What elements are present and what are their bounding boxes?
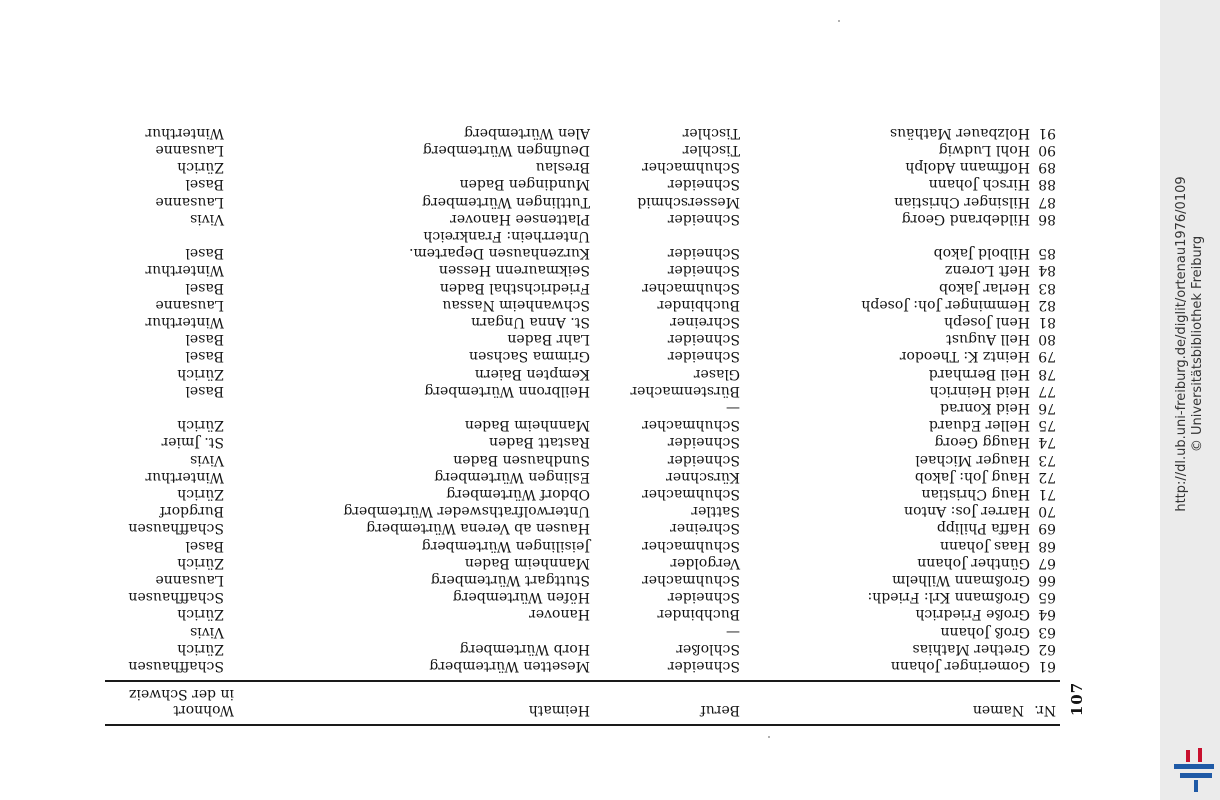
cell-wohnort: Lausanne [155,296,224,313]
cell-beruf: Vergolder [670,554,740,571]
cell-wohnort: Winterthur [145,314,224,330]
logo-bar-stem [1194,780,1198,792]
cell-heimath: Friedrichsthal Baden [439,279,590,296]
header-beruf: Beruf [700,702,740,718]
cell-nr: 61 [1038,658,1056,674]
cell-name: Heid Heinrich [929,382,1030,399]
cell-name: Hemminger Joh: Joseph [861,296,1030,313]
cell-beruf: Schreiner [670,314,740,330]
cell-heimath: Horb Würtemberg [459,640,590,657]
cell-heimath: Kempten Baiern [474,365,590,382]
cell-nr: 87 [1038,193,1056,210]
cell-heimath: Mannheim Baden [464,554,590,571]
cell-heimath: Mesetten Würtemberg [429,658,590,674]
cell-nr: 65 [1038,589,1056,606]
cell-name: Günther Johann [917,554,1030,571]
rotated-table-frame [100,88,1086,738]
cell-nr: 82 [1038,296,1056,313]
cell-name: Großmann Wilhelm [892,572,1030,588]
cell-nr: 62 [1038,640,1056,657]
source-url-link[interactable]: http://dl.ub.uni-freiburg.de/diglit/ortenau1976/0109 [1174,176,1189,512]
cell-heimath: St. Anna Ungarn [471,314,590,330]
cell-name: Hilsinger Christian [894,193,1030,210]
cell-name: Groß Johann [940,623,1030,640]
header-wohnort [104,686,234,718]
cell-beruf: Schuhmacher [642,486,740,502]
cell-name: Henl Joseph [944,314,1030,330]
cell-heimath: Unterrhein: Frankreich [423,228,590,244]
cell-nr: 86 [1038,210,1056,227]
cell-heimath: Seikmaurenn Hessen [438,262,590,279]
logo-bar-long [1174,764,1214,769]
cell-beruf: Schreiner [670,520,740,537]
cell-nr: 81 [1038,314,1056,330]
cell-beruf: Tischler [682,124,740,141]
cell-name: Grether Mathias [912,640,1030,657]
cell-name: Heintz K: Theodor [899,348,1030,365]
cell-nr: 83 [1038,279,1056,296]
cell-nr: 76 [1038,400,1056,416]
cell-heimath: Deufingen Würtemberg [422,142,590,158]
cell-name: Haas Johann [940,537,1030,554]
cell-heimath: Alen Würtemberg [464,124,590,141]
cell-name: Hildebrand Georg [901,210,1030,227]
cell-name: Heid Konrad [940,400,1030,416]
cell-name: Hirsch Johann [928,176,1030,193]
cell-beruf: Schuhmacher [642,537,740,554]
cell-heimath: Kurzenhausen Departem. [408,245,590,262]
cell-wohnort: Basel [185,331,224,348]
cell-beruf: Tischler [682,142,740,158]
cell-wohnort: Basel [185,176,224,193]
cell-wohnort: Basel [185,382,224,399]
header-wohnort-line1: Wohnort [173,702,234,718]
cell-beruf: Buchbinder [657,296,740,313]
cell-beruf: Sattler [691,503,740,520]
cell-nr: 63 [1038,623,1056,640]
cell-beruf: Schneider [667,589,740,606]
cell-nr: 69 [1038,520,1056,537]
cell-heimath: Plattensee Hanover [450,210,590,227]
cell-beruf: Schuhmacher [642,159,740,176]
cell-wohnort: Lausanne [155,572,224,588]
page-number: 107 [1067,681,1086,717]
cell-beruf: Schuhmacher [642,417,740,434]
cell-wohnort: Vivis [190,210,224,227]
cell-beruf: Buchbinder [657,606,740,623]
cell-wohnort: Basel [185,537,224,554]
cell-name: Haug Christian [921,486,1030,502]
cell-heimath: Stuttgart Würtemberg [430,572,590,588]
cell-wohnort: Winterthur [145,468,224,485]
cell-name: Haug Joh: Jakob [914,468,1030,485]
cell-beruf: Glaser [693,365,740,382]
cell-wohnort: Zürich [177,365,224,382]
cell-heimath: Eslingen Würtemberg [434,468,590,485]
cell-beruf: Kürschner [666,468,740,485]
cell-wohnort: Basel [185,245,224,262]
logo-bar-left [1186,750,1190,762]
cell-wohnort: Zürich [177,640,224,657]
cell-name: Hell August [946,331,1030,348]
cell-heimath: Hausen ab Verena Würtemberg [366,520,590,537]
cell-beruf: Schneider [667,451,740,468]
logo-bar-right [1198,748,1202,762]
cell-name: Hilbold Jakob [933,245,1030,262]
cell-name: Heller Eduard [928,417,1030,434]
header-rule-top [105,724,1060,726]
cell-wohnort: Winterthur [145,262,224,279]
scan-speck [768,736,770,738]
cell-wohnort: St. Jmier [161,434,224,451]
cell-name: Heil Bernhard [928,365,1030,382]
cell-name: Hauger Michael [915,451,1030,468]
cell-wohnort: Vivis [190,451,224,468]
cell-wohnort: Basel [185,279,224,296]
cell-wohnort: Basel [185,348,224,365]
cell-heimath: Sundhausen Baden [453,451,590,468]
cell-heimath: Schwanheim Nassau [442,296,590,313]
cell-nr: 78 [1038,365,1056,382]
cell-nr: 77 [1038,382,1056,399]
cell-nr: 91 [1038,124,1056,141]
cell-wohnort: Winterthur [145,124,224,141]
cell-beruf: Schloßer [676,640,740,657]
cell-heimath: Unterwolfrathsweder Würtemberg [343,503,590,520]
cell-wohnort: Schaffhausen [128,520,224,537]
cell-wohnort: Vivis [190,623,224,640]
cell-beruf: Schneider [667,210,740,227]
cell-heimath: Obdorf Würtemberg [446,486,590,502]
cell-nr: 90 [1038,142,1056,158]
cell-name: Holzbauer Mathäus [889,124,1030,141]
cell-beruf: Messerschmid [637,193,740,210]
cell-wohnort: Burgdorf [159,503,224,520]
cell-heimath: Mundingen Baden [459,176,590,193]
cell-wohnort: Lausanne [155,142,224,158]
cell-heimath: Breslau [535,159,590,176]
cell-beruf: — [726,623,740,640]
header-wohnort-line2: in der Schweiz [129,686,234,702]
cell-name: Hohl Ludwig [938,142,1030,158]
cell-nr: 80 [1038,331,1056,348]
cell-beruf: Schneider [667,245,740,262]
cell-wohnort: Lausanne [155,193,224,210]
cell-beruf: — [726,400,740,416]
cell-nr: 71 [1038,486,1056,502]
cell-nr: 70 [1038,503,1056,520]
cell-heimath: Jeisilingen Würtemberg [421,537,590,554]
cell-beruf: Schneider [667,176,740,193]
cell-heimath: Lahr Baden [507,331,590,348]
cell-heimath: Tuttlingen Würtemberg [422,193,590,210]
cell-beruf: Schneider [667,262,740,279]
cell-wohnort: Schaffhausen [128,589,224,606]
cell-nr: 88 [1038,176,1056,193]
cell-name: Heft Lorenz [945,262,1030,279]
cell-beruf: Schneider [667,348,740,365]
cell-name: Haugg Georg [934,434,1030,451]
cell-nr: 89 [1038,159,1056,176]
header-nr: Nr. [1034,702,1056,718]
cell-wohnort: Zürich [177,486,224,502]
cell-wohnort: Zürich [177,159,224,176]
cell-beruf: Schneider [667,434,740,451]
cell-nr: 74 [1038,434,1056,451]
cell-name: Großmann Krl: Friedh: [867,589,1030,606]
cell-wohnort: Zürich [177,417,224,434]
cell-name: Haffa Philipp [936,520,1030,537]
logo-bar-mid [1180,773,1212,778]
cell-name: Gomeringer Johann [890,658,1030,674]
cell-beruf: Schuhmacher [642,279,740,296]
scan-speck [838,20,840,22]
cell-wohnort: Schaffhausen [128,658,224,674]
cell-beruf: Schuhmacher [642,572,740,588]
cell-name: Große Friedrich [915,606,1030,623]
cell-heimath: Heilbronn Würtemberg [424,382,590,399]
cell-nr: 72 [1038,468,1056,485]
cell-nr: 64 [1038,606,1056,623]
cell-nr: 75 [1038,417,1056,434]
cell-heimath: Hanover [529,606,590,623]
sidebar-text-block [1174,14,1216,674]
cell-nr: 79 [1038,348,1056,365]
cell-wohnort: Zürich [177,606,224,623]
cell-nr: 67 [1038,554,1056,571]
cell-heimath: Grimma Sachsen [469,348,590,365]
cell-wohnort: Zürich [177,554,224,571]
cell-heimath: Höfen Würtemberg [452,589,590,606]
header-namen: Namen [972,702,1024,718]
header-rule-bottom [105,681,1060,683]
header-heimath: Heimath [528,702,590,718]
cell-beruf: Bürstenmacher [630,382,740,399]
copyright-notice: © Universitätsbibliothek Freiburg [1190,235,1205,453]
cell-beruf: Schneider [667,331,740,348]
university-library-logo-icon [1172,746,1216,794]
cell-name: Hoffmann Adolph [905,159,1030,176]
cell-nr: 85 [1038,245,1056,262]
cell-nr: 84 [1038,262,1056,279]
cell-nr: 66 [1038,572,1056,588]
cell-heimath: Rastatt Baden [489,434,590,451]
cell-beruf: Schneider [667,658,740,674]
cell-nr: 73 [1038,451,1056,468]
cell-heimath: Mannheim Baden [464,417,590,434]
cell-name: Harrer Jos: Anton [904,503,1030,520]
cell-nr: 68 [1038,537,1056,554]
cell-name: Herlar Jakob [939,279,1030,296]
